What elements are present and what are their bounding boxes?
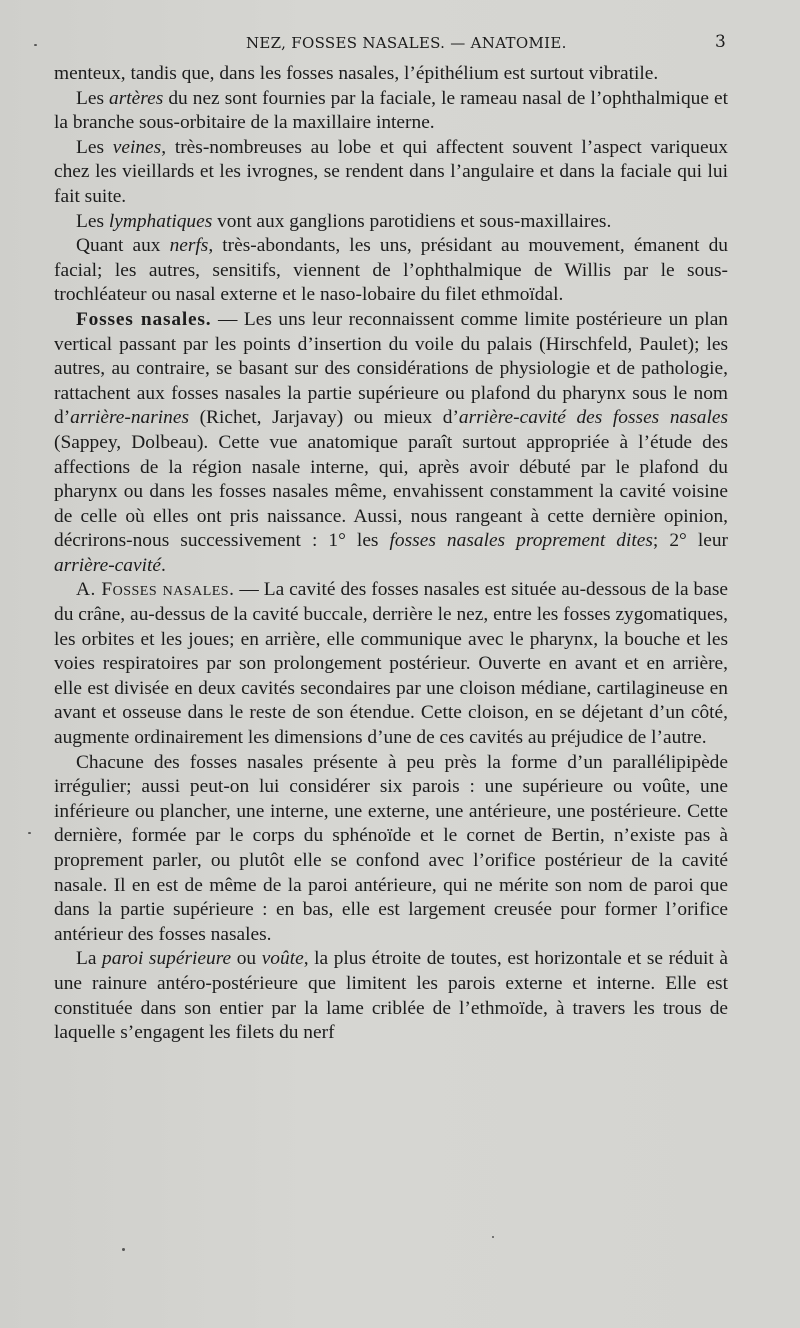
running-header [0, 32, 800, 58]
term-paroi-superieure: paroi supérieure [102, 948, 232, 970]
paragraph-parois: Chacune des fosses nasales présente à peu près la forme d’un parallélipipède irrégulier; aussi peut-on lui considérer six parois : une supérieure ou voûte, une inférieure ou plancher, une interne, une externe, une antérieure, une postérieure. Cette dernière, formée par le corps du sphénoïde et le cornet de Bertin, n’existe pas à proprement parler, ou plutôt elle se confond avec l’orifice postérieur de la cavité nasale. Il en est de même de la paroi antérieure, qui ne mérite son nom de paroi que dans la partie supérieure : en bas, elle est largement creusée pour former l’orifice antérieur des fosses nasales. [54, 751, 728, 945]
speck [34, 44, 37, 46]
term-nerfs: nerfs [169, 235, 209, 257]
paragraph-paroi-superieure: La paroi supérieure ou voûte, la plus étroite de toutes, est horizontale et se réduit à une rainure antéro-postérieure que limitent les parois externe et interne. Elle est constituée dans son entier par la lame criblée de l’ethmoïde, à travers les trous de laquelle s’engagent les filets du nerf [54, 948, 728, 1044]
page-number: 3 [715, 32, 727, 52]
speck [122, 1248, 125, 1251]
text-body [54, 62, 728, 1046]
paragraph-a-fosses-nasales: A. Fosses nasales. — La cavité des fosses nasales est située au-dessous de la base du crâne, au-dessus de la cavité buccale, derrière le nez, entre les fosses zygomatiques, les orbites et les joues; en arrière, elle communique avec le pharynx, la bouche et les voies respiratoires par son prolongement postérieur. Ouverte en avant et en arrière, elle est divisée en deux cavités secondaires par une cloison médiane, cartilagineuse en avant et osseuse dans le reste de son étendue. Cette cloison, en se déjetant d’un côté, augmente ordinairement les dimensions d’une de ces cavités au préjudice de l’autre. [54, 579, 728, 749]
section-heading-fosses-nasales: Fosses nasales. [76, 308, 212, 330]
term-arriere-cavite: arrière-cavité [54, 554, 161, 576]
paragraph-veines: Les veines, très-nombreuses au lobe et qui affectent souvent l’aspect variqueux chez les vieillards et les ivrognes, se rendent dans l’angulaire et dans la faciale qui lui fait suite. [54, 136, 728, 207]
term-arteres: artères [109, 87, 164, 109]
term-lymphatiques: lymphatiques [108, 210, 213, 232]
paragraph-arteres: Les artères du nez sont fournies par la faciale, le rameau nasal de l’ophthalmique et la branche sous-orbitaire de la maxillaire interne. [54, 87, 728, 134]
term-fosses-proprement-dites: fosses nasales proprement dites [389, 530, 653, 552]
running-title: NEZ, FOSSES NASALES. — ANATOMIE. [246, 34, 567, 52]
term-voute: voûte [261, 948, 304, 970]
speck [28, 832, 31, 834]
term-arriere-cavite-fosses: arrière-cavité des fosses nasales [458, 407, 728, 429]
term-veines: veines [112, 136, 162, 158]
paragraph-lymphatiques: Les lymphatiques vont aux ganglions parotidiens et sous-maxillaires. [76, 210, 612, 232]
speck [492, 1236, 494, 1238]
paragraph-continuation: menteux, tandis que, dans les fosses nasales, l’épithélium est surtout vibratile. [54, 63, 659, 84]
term-arriere-narines: arrière-narines [70, 407, 189, 429]
subsection-heading-a: A. Fosses nasales. [76, 579, 235, 601]
paragraph-fosses-nasales: Fosses nasales. — Les uns leur reconnaissent comme limite postérieure un plan vertical passant par les points d’insertion du voile du palais (Hirschfeld, Paulet); les autres, au contraire, se basant sur des considérations de physiologie et de pathologie, rattachent aux fosses nasales la partie supérieure ou plafond du pharynx sous le nom d’arrière-narines (Richet, Jarjavay) ou mieux d’arrière-cavité des fosses nasales (Sappey, Dolbeau). Cette vue anatomique paraît surtout appropriée à l’étude des affections de la région nasale interne, qui, après avoir débuté par le plafond du pharynx ou dans les fosses nasales même, envahissent constamment la cavité voisine de celle où elles ont pris naissance. Aussi, nous rangeant à cette dernière opinion, décrirons-nous successivement : 1° les fosses nasales proprement dites; 2° leur arrière-cavité. [54, 308, 729, 576]
paragraph-nerfs: Quant aux nerfs, très-abondants, les uns, présidant au mouvement, émanent du facial; les autres, sensitifs, viennent de l’ophthalmique de Willis par le sous-trochléateur ou nasal externe et le naso-lobaire du filet ethmoïdal. [54, 235, 728, 306]
